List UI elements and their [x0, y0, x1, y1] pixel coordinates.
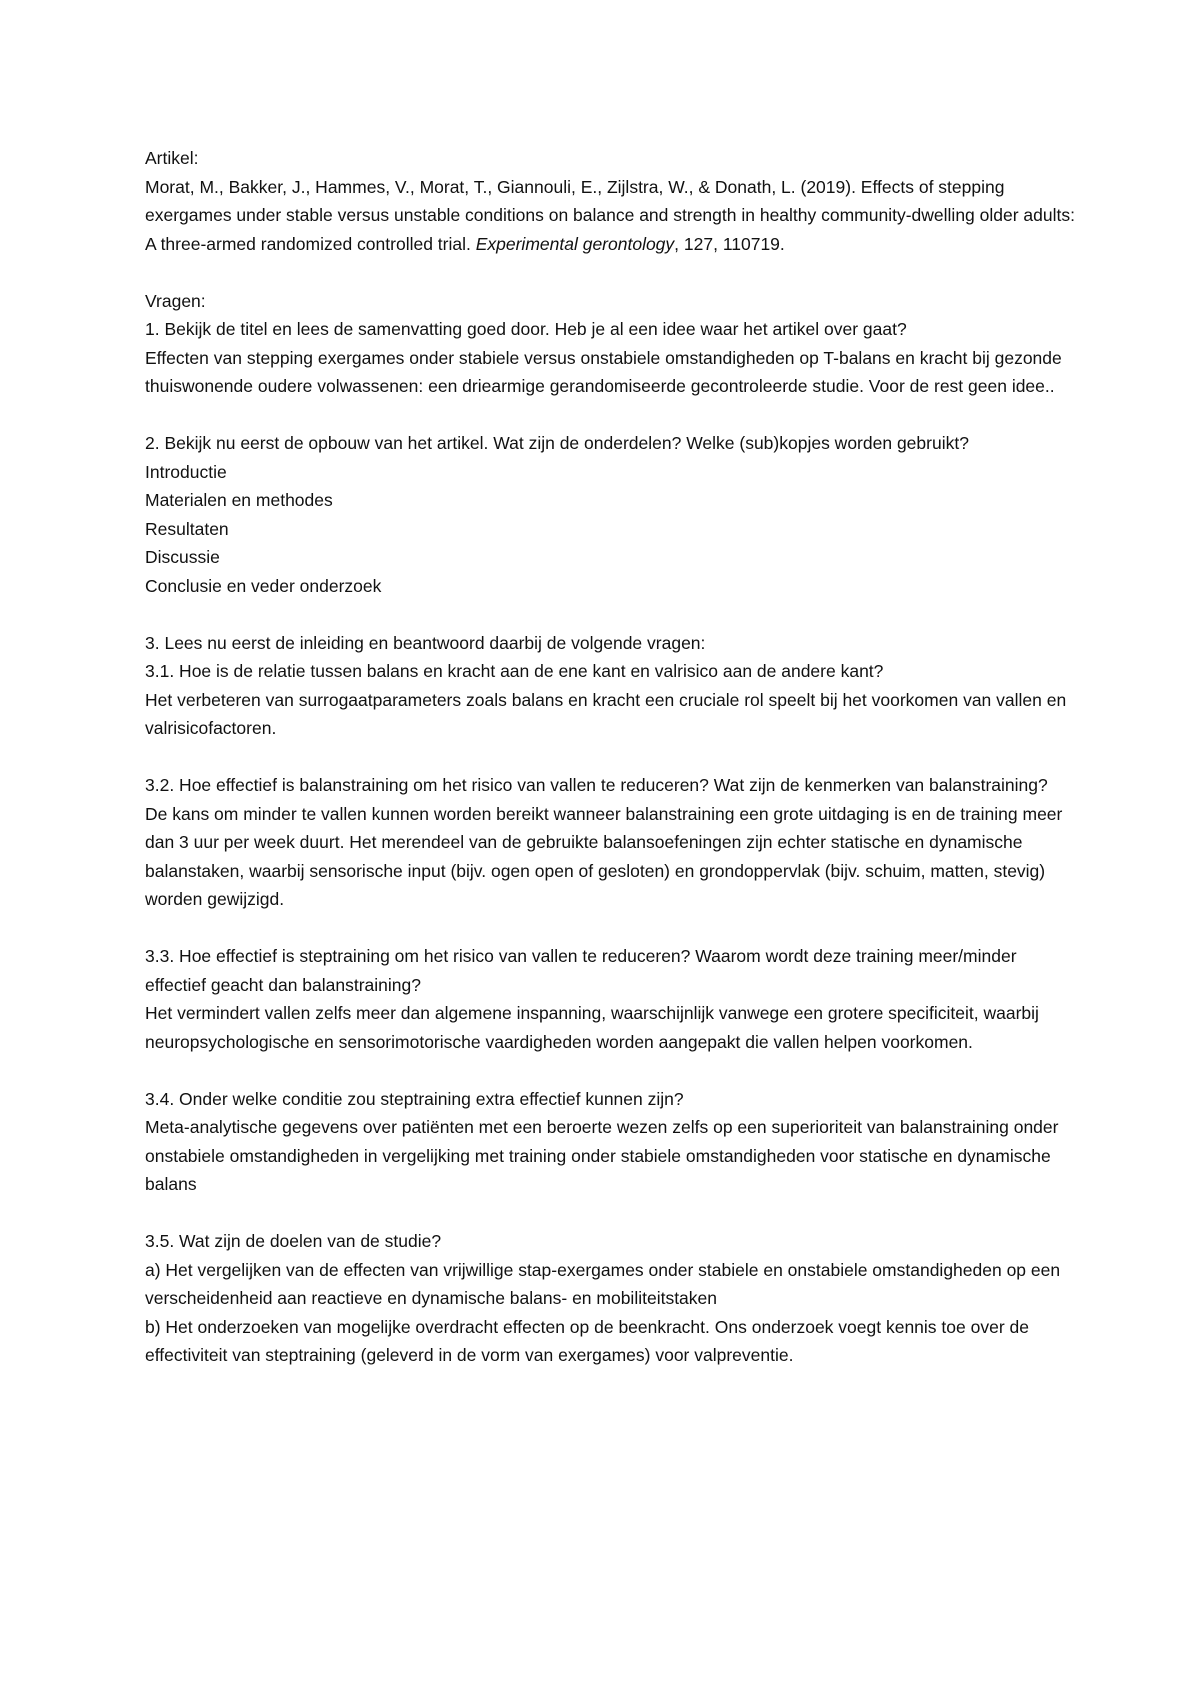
- question-3-intro: 3. Lees nu eerst de inleiding en beantwoord daarbij de volgende vragen:: [145, 632, 706, 653]
- question-2: 2. Bekijk nu eerst de opbouw van het artikel. Wat zijn de onderdelen? Welke (sub)kopjes worden gebruikt?: [145, 433, 969, 453]
- section-item: Conclusie en veder onderzoek: [145, 575, 382, 596]
- spacer: [145, 914, 1075, 943]
- answer-3-3: Het vermindert vallen zelfs meer dan algemene inspanning, waarschijnlijk vanwege een grotere specificiteit, waarbij neuropsychologische en sensorimotorische vaardigheden worden aangepakt die vallen helpen voorkomen.: [145, 1003, 1039, 1052]
- spacer: [145, 600, 1075, 629]
- question-3-5: 3.5. Wat zijn de doelen van de studie?: [145, 1231, 442, 1251]
- document-page: [145, 144, 1075, 1370]
- answer-3-4: Meta-analytische gegevens over patiënten met een beroerte wezen zelfs op een superioriteit van balanstraining onder onstabiele omstandigheden in vergelijking met training onder stabiele omstandigheden voor statische en dynamische balans: [145, 1117, 1059, 1194]
- question-3-2: 3.2. Hoe effectief is balanstraining om het risico van vallen te reduceren? Wat zijn de kenmerken van balanstraining?: [145, 775, 1048, 795]
- spacer: [145, 1056, 1075, 1085]
- answer-3-2: De kans om minder te vallen kunnen worden bereikt wanneer balanstraining een grote uitdaging is en de training meer dan 3 uur per week duurt. Het merendeel van de gebruikte balansoefeningen zijn echter statische en dynamische balanstaken, waarbij sensorische input (bijv. ogen open of gesloten) en grondoppervlak (bijv. schuim, matten, stevig) worden gewijzigd.: [145, 803, 1063, 909]
- spacer: [145, 743, 1075, 772]
- article-reference: [145, 173, 1075, 259]
- answer-1: Effecten van stepping exergames onder stabiele versus onstabiele omstandigheden op T-balans en kracht bij gezonde thuiswonende oudere volwassenen: een driearmige gerandomiseerde gecontroleerde studie. Voor de rest geen idee..: [145, 347, 1062, 396]
- question-3-3: 3.3. Hoe effectief is steptraining om het risico van vallen te reduceren? Waarom wordt deze training meer/minder effectief geacht dan balanstraining?: [145, 946, 1017, 995]
- section-item: Resultaten: [145, 518, 229, 539]
- question-3-4: 3.4. Onder welke conditie zou steptraining extra effectief kunnen zijn?: [145, 1088, 684, 1109]
- spacer: [145, 401, 1075, 430]
- answer-3-5-a: a) Het vergelijken van de effecten van vrijwillige stap-exergames onder stabiele en onstabiele omstandigheden op een verscheidenheid aan reactieve en dynamische balans- en mobiliteitstaken: [145, 1259, 1061, 1308]
- reference-main: Morat, M., Bakker, J., Hammes, V., Morat, T., Giannouli, E., Zijlstra, W., & Donath, L. (2019). Effects of stepping exergames under stable versus unstable conditions on balance and strength in healthy community-dwelling older adults: A three-armed randomized controlled trial.: [145, 176, 1075, 254]
- reference-journal: Experimental gerontology: [475, 233, 675, 254]
- spacer: [145, 1199, 1075, 1228]
- reference-tail: , 127, 110719.: [674, 233, 785, 254]
- question-1: 1. Bekijk de titel en lees de samenvatting goed door. Heb je al een idee waar het artikel over gaat?: [145, 319, 907, 339]
- section-item: Introductie: [145, 461, 227, 482]
- question-3-1: 3.1. Hoe is de relatie tussen balans en kracht aan de ene kant en valrisico aan de andere kant?: [145, 661, 884, 681]
- answer-3-5-b: b) Het onderzoeken van mogelijke overdracht effecten op de beenkracht. Ons onderzoek voegt kennis toe over de effectiviteit van steptraining (geleverd in de vorm van exergames) voor valpreventie.: [145, 1316, 1029, 1365]
- article-heading: Artikel:: [145, 148, 199, 168]
- spacer: [145, 258, 1075, 287]
- answer-3-1: Het verbeteren van surrogaatparameters zoals balans en kracht een cruciale rol speelt bij het voorkomen van vallen en valrisicofactoren.: [145, 689, 1067, 738]
- questions-heading: Vragen:: [145, 290, 206, 311]
- section-item: Materialen en methodes: [145, 490, 333, 510]
- section-item: Discussie: [145, 547, 220, 567]
